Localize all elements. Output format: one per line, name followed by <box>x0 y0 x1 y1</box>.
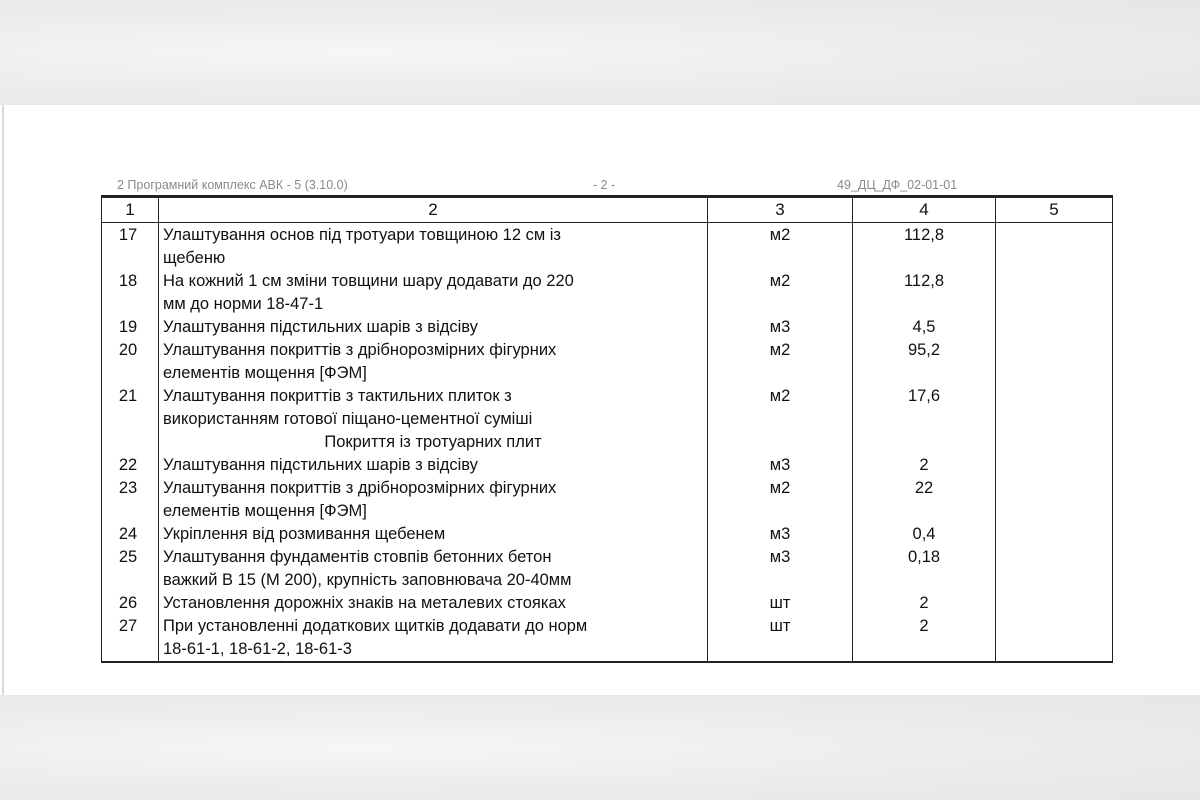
row-description <box>159 546 708 592</box>
row-number: 26 <box>102 592 159 615</box>
row-unit: м3 <box>708 454 853 477</box>
description-line: Установлення дорожніх знаків на металевих стояках <box>163 594 566 612</box>
row-unit: м3 <box>708 316 853 339</box>
description-line: Укріплення від розмивання щебенем <box>163 525 446 543</box>
row-unit: шт <box>708 592 853 615</box>
row-extra <box>996 454 1113 477</box>
description-line: Улаштування покриттів з дрібнорозмірних фігурних <box>163 479 557 497</box>
background-top <box>0 0 1200 105</box>
row-extra <box>996 615 1113 662</box>
table-row <box>102 339 1113 385</box>
row-number: 20 <box>102 339 159 385</box>
row-number: 18 <box>102 270 159 316</box>
row-description <box>159 454 708 477</box>
row-number: 27 <box>102 615 159 662</box>
row-quantity: 2 <box>853 615 996 662</box>
row-quantity: 95,2 <box>853 339 996 385</box>
description-line: При установленні додаткових щитків додавати до норм <box>163 617 588 635</box>
table-row <box>102 592 1113 615</box>
table-row <box>102 385 1113 431</box>
description-line: важкий В 15 (М 200), крупність заповнювача 20-40мм <box>163 571 572 589</box>
description-line: Улаштування фундаментів стовпів бетонних бетон <box>163 548 552 566</box>
row-extra <box>996 270 1113 316</box>
table-row <box>102 454 1113 477</box>
row-description <box>159 477 708 523</box>
table-row <box>102 270 1113 316</box>
column-header-2: 2 <box>159 197 708 223</box>
page-edge <box>2 105 4 695</box>
row-extra <box>996 592 1113 615</box>
row-quantity: 0,18 <box>853 546 996 592</box>
column-header-3: 3 <box>708 197 853 223</box>
row-quantity: 4,5 <box>853 316 996 339</box>
row-unit: м2 <box>708 223 853 271</box>
background-bottom <box>0 695 1200 800</box>
page-number: - 2 - <box>593 178 616 192</box>
description-line: використанням готової піщано-цементної суміші <box>163 410 533 428</box>
column-header-4: 4 <box>853 197 996 223</box>
row-description <box>159 615 708 662</box>
column-header-5: 5 <box>996 197 1113 223</box>
row-number: 24 <box>102 523 159 546</box>
row-number: 22 <box>102 454 159 477</box>
page-header <box>117 178 997 194</box>
row-extra <box>996 316 1113 339</box>
section-heading-row <box>102 431 1113 454</box>
description-line: На кожний 1 см зміни товщини шару додавати до 220 <box>163 272 574 290</box>
description-line: Улаштування покриттів з тактильних плиток з <box>163 387 512 405</box>
row-unit: м2 <box>708 339 853 385</box>
document-page <box>0 105 1200 695</box>
row-extra <box>996 385 1113 431</box>
row-unit: м3 <box>708 546 853 592</box>
row-unit: шт <box>708 615 853 662</box>
row-quantity: 112,8 <box>853 223 996 271</box>
table-row <box>102 546 1113 592</box>
column-number-row <box>102 197 1113 223</box>
row-description <box>159 316 708 339</box>
row-description <box>159 223 708 271</box>
row-unit: м2 <box>708 270 853 316</box>
row-extra <box>996 431 1113 454</box>
row-number <box>102 431 159 454</box>
row-unit: м2 <box>708 385 853 431</box>
row-extra <box>996 223 1113 271</box>
row-description <box>159 385 708 431</box>
row-description <box>159 339 708 385</box>
row-extra <box>996 477 1113 523</box>
table-row <box>102 223 1113 271</box>
row-description <box>159 592 708 615</box>
description-line: мм до норми 18-47-1 <box>163 295 324 313</box>
row-number: 17 <box>102 223 159 271</box>
description-line: 18-61-1, 18-61-2, 18-61-3 <box>163 640 352 658</box>
row-unit: м3 <box>708 523 853 546</box>
description-line: Улаштування покриттів з дрібнорозмірних фігурних <box>163 341 557 359</box>
column-header-1: 1 <box>102 197 159 223</box>
table-row <box>102 615 1113 662</box>
row-extra <box>996 546 1113 592</box>
section-title: Покриття із тротуарних плит <box>159 431 708 454</box>
software-label: 2 Програмний комплекс АВК - 5 (3.10.0) <box>117 178 348 192</box>
work-volume-table <box>101 195 1113 663</box>
description-line: Улаштування підстильних шарів з відсіву <box>163 318 478 336</box>
description-line: щебеню <box>163 249 226 267</box>
description-line: Улаштування основ під тротуари товщиною 12 см із <box>163 226 561 244</box>
row-extra <box>996 523 1113 546</box>
row-quantity: 0,4 <box>853 523 996 546</box>
row-quantity: 22 <box>853 477 996 523</box>
row-quantity: 112,8 <box>853 270 996 316</box>
row-quantity: 2 <box>853 454 996 477</box>
row-number: 23 <box>102 477 159 523</box>
table-row <box>102 477 1113 523</box>
description-line: елементів мощення [ФЭМ] <box>163 502 367 520</box>
table-row <box>102 316 1113 339</box>
row-unit <box>708 431 853 454</box>
row-description <box>159 270 708 316</box>
description-line: Улаштування підстильних шарів з відсіву <box>163 456 478 474</box>
row-extra <box>996 339 1113 385</box>
row-unit: м2 <box>708 477 853 523</box>
row-quantity: 2 <box>853 592 996 615</box>
table-row <box>102 523 1113 546</box>
row-description <box>159 523 708 546</box>
description-line: елементів мощення [ФЭМ] <box>163 364 367 382</box>
row-number: 21 <box>102 385 159 431</box>
row-quantity: 17,6 <box>853 385 996 431</box>
row-number: 25 <box>102 546 159 592</box>
document-code: 49_ДЦ_ДФ_02-01-01 <box>837 178 958 192</box>
row-number: 19 <box>102 316 159 339</box>
row-quantity <box>853 431 996 454</box>
